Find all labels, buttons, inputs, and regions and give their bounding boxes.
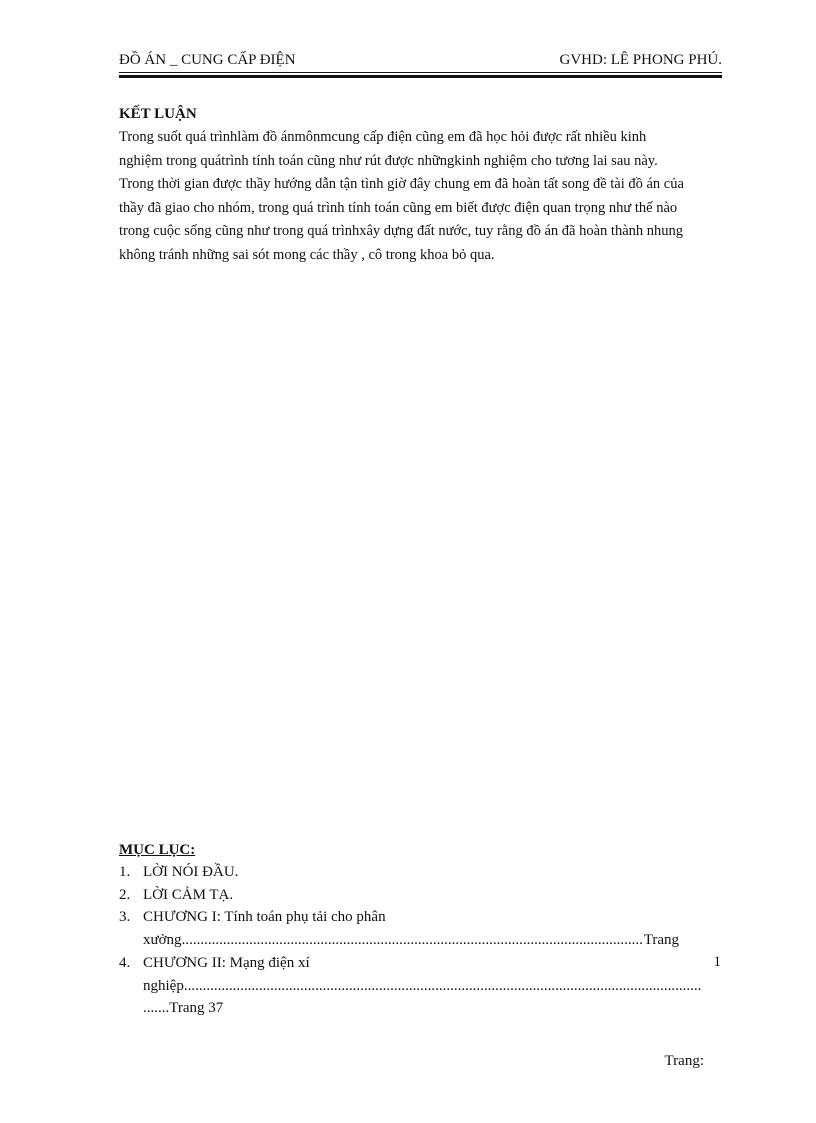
toc-item-text: LỜI CẢM TẠ. [143,886,234,903]
paragraph-line: trong cuộc sống cũng như trong quá trìnhxây dựng đất nước, tuy rằng đồ án đã hoàn thành nhung [119,223,684,239]
toc-title: MỤC LỤC: [119,842,196,858]
header-project-title: ĐỒ ÁN _ CUNG CẤP ĐIỆN [119,52,296,68]
page-footer-label: Trang: [664,1053,704,1069]
toc-page-label: Trang [643,932,679,949]
toc-item-number: 4. [119,954,131,971]
toc-item-text: LỜI NÓI ĐẦU. [143,864,239,880]
paragraph-line: nghiệm trong quátrình tính toán cũng như rút được nhữngkinh nghiệm cho tương lai sau này. [119,152,658,169]
header-instructor: GVHD: LÊ PHONG PHÚ. [559,52,722,68]
toc-dot-leader [184,975,701,998]
page-header [119,50,722,72]
paragraph-line: Trong suốt quá trìnhlàm đồ ánmônmcung cấp điện cũng em đã học hỏi được rất nhiều kinh [119,129,647,145]
toc-item[interactable] [119,861,719,884]
toc-item-number: 3. [119,909,131,926]
paragraph-line: thầy đã giao cho nhóm, trong quá trình tính toán cũng em biết được điện quan trọng như thế nào [119,199,678,216]
toc-item-number: 1. [119,864,131,880]
conclusion-title: KẾT LUẬN [119,106,197,122]
toc-item[interactable] [119,952,719,1020]
paragraph-line: không tránh những sai sót mong các thầy , cô trong khoa bỏ qua. [119,246,495,263]
header-rule-thin [119,72,722,73]
toc-item-number: 2. [119,886,131,903]
toc-item-text: CHƯƠNG I: Tính toán phụ tải cho phân [143,909,386,926]
toc-item-page: .......Trang 37 [143,1000,224,1017]
toc-item[interactable] [119,884,719,907]
toc-item-leader [143,929,719,952]
paragraph-line: Trong thời gian được thầy hướng dẫn tận tình giờ đây chung em đã hoàn tất song đề tài đồ án của [119,176,684,192]
toc-item-leader [143,975,719,998]
toc-page-number: 1 [713,954,721,971]
table-of-contents [119,842,719,1020]
toc-item-text: CHƯƠNG II: Mạng điện xí [143,954,310,971]
toc-dot-leader [182,929,642,952]
conclusion-section [119,106,719,267]
toc-item-continuation: xưởng [143,932,182,949]
toc-item-continuation: nghiệp [143,977,184,994]
header-rule-thick [119,75,722,78]
conclusion-paragraph [119,126,719,267]
